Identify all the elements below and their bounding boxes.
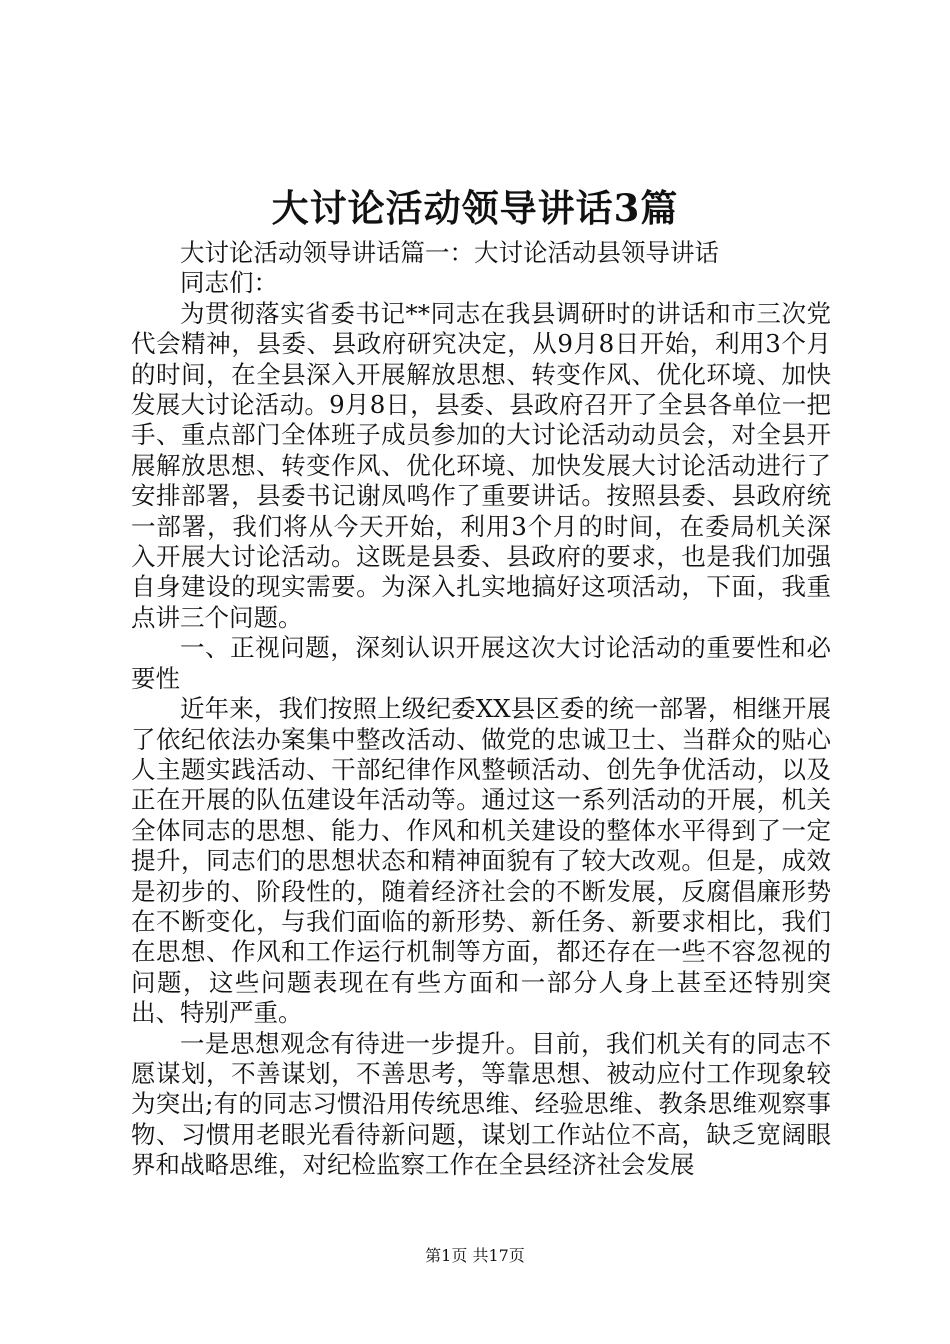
body-paragraph: 近年来，我们按照上级纪委XX县区委的统一部署，相继开展了依纪依法办案集中整改活动、做党的忠诚卫士、当群众的贴心人主题实践活动、干部纪律作风整顿活动、创先争优活动，以及正在开展的队伍建设年活动等。通过这一系列活动的开展，机关全体同志的思想、能力、作风和机关建设的整体水平得到了一定提升，同志们的思想状态和精神面貌有了较大改观。但是，成效是初步的、阶段性的，随着经济社会的不断发展，反腐倡廉形势在不断变化，与我们面临的新形势、新任务、新要求相比，我们在思想、作风和工作运行机制等方面，都还存在一些不容忽视的问题，这些问题表现在有些方面和一部分人身上甚至还特别突出、特别严重。 — [131, 694, 831, 1028]
page-number-footer: 第1页 共17页 — [425, 1246, 525, 1265]
salutation-paragraph: 同志们： — [180, 268, 278, 298]
section-heading-paragraph: 一、正视问题，深刻认识开展这次大讨论活动的重要性和必要性 — [131, 633, 831, 693]
document-title: 大讨论活动领导讲话3篇 — [271, 186, 679, 230]
subtitle-paragraph: 大讨论活动领导讲话篇一：大讨论活动县领导讲话 — [180, 238, 719, 267]
document-body — [131, 238, 831, 1181]
body-paragraph: 为贯彻落实省委书记**同志在我县调研时的讲话和市三次党代会精神，县委、县政府研究决定，从9月8日开始，利用3个月的时间，在全县深入开展解放思想、转变作风、优化环境、加快发展大讨论活动。9月8日，县委、县政府召开了全县各单位一把手、重点部门全体班子成员参加的大讨论活动动员会，对全县开展解放思想、转变作风、优化环境、加快发展大讨论活动进行了安排部署，县委书记谢凤鸣作了重要讲话。按照县委、县政府统一部署，我们将从今天开始，利用3个月的时间，在委局机关深入开展大讨论活动。这既是县委、县政府的要求，也是我们加强自身建设的现实需要。为深入扎实地搞好这项活动，下面，我重点讲三个问题。 — [131, 298, 831, 632]
body-paragraph: 一是思想观念有待进一步提升。目前，我们机关有的同志不愿谋划，不善谋划，不善思考，等靠思想、被动应付工作现象较为突出;有的同志习惯沿用传统思维、经验思维、教条思维观察事物、习惯用老眼光看待新问题，谋划工作站位不高，缺乏宽阔眼界和战略思维，对纪检监察工作在全县经济社会发展 — [131, 1028, 831, 1180]
